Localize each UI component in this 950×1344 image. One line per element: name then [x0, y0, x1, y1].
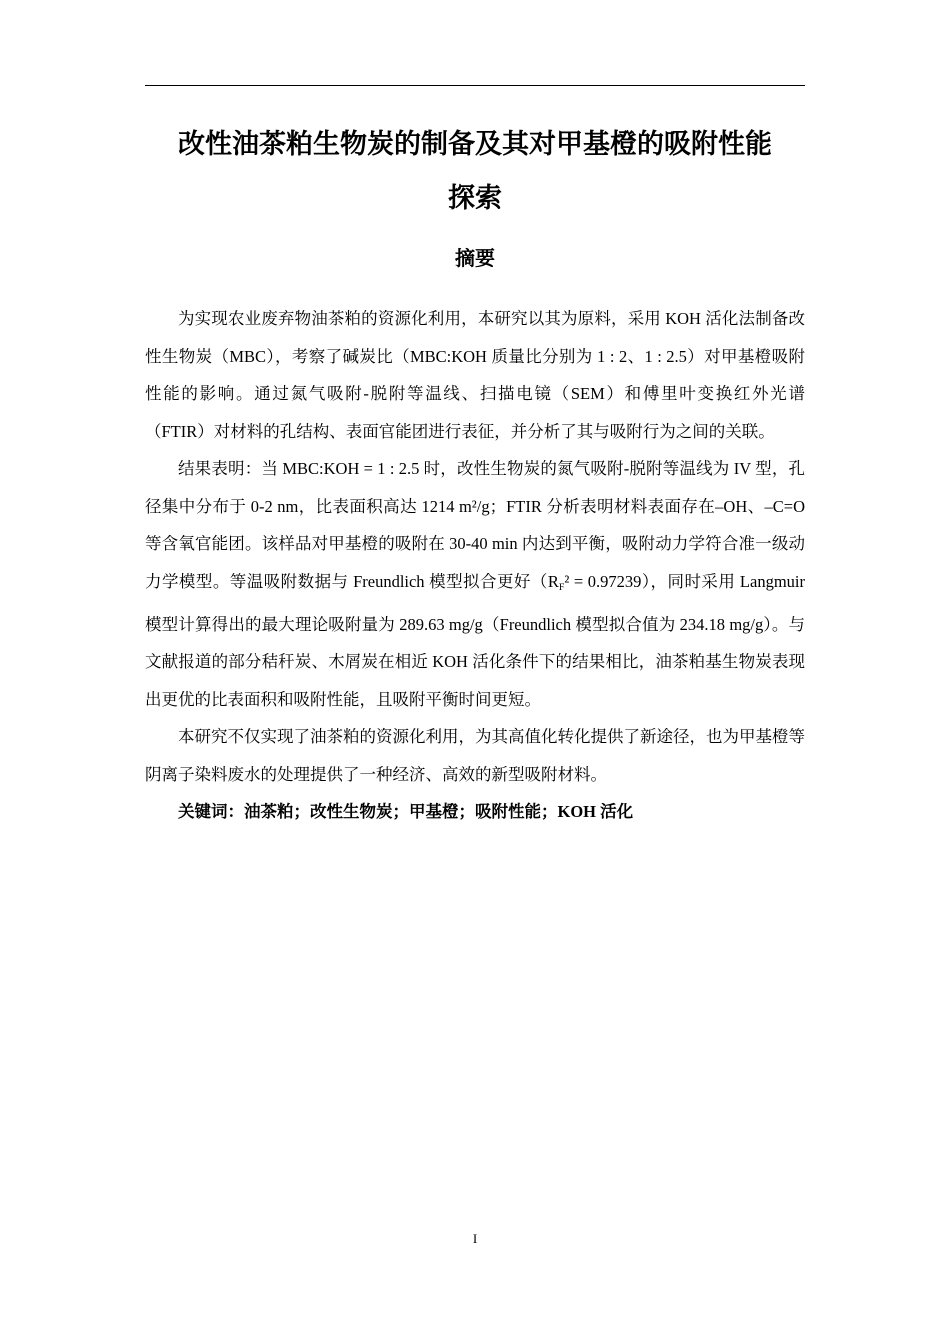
page-number: I — [472, 1231, 478, 1246]
keywords: 关键词：油茶粕；改性生物炭；甲基橙；吸附性能；KOH 活化 — [178, 802, 634, 822]
abstract-paragraph-3: 本研究不仅实现了油茶粕的资源化利用，为其高值化转化提供了新途径，也为甲基橙等阴离子染料废水的处理提供了一种经济、高效的新型吸附材料。 — [145, 727, 805, 784]
title-line-2: 探索 — [448, 183, 502, 214]
header-rule — [145, 85, 805, 86]
abstract-paragraph-2 — [145, 450, 805, 718]
paper-title — [120, 118, 830, 226]
abstract-heading: 摘要 — [455, 246, 495, 270]
abstract-p2-part-b: ² = 0.97239），同时采用 Langmuir 模型计算得出的最大理论吸附量为 289.63 mg/g（Freundlich 模型拟合值为 234.18 mg/g）。与文献报道的部分秸秆炭、木屑炭在相近 KOH 活化条件下的结果相比，油茶粕基生物炭表现出更优的比表面积和吸附性能，且吸附平衡时间更短。 — [145, 571, 805, 709]
title-line-1: 改性油茶粕生物炭的制备及其对甲基橙的吸附性能 — [178, 129, 772, 160]
r-squared-subscript: F — [558, 581, 565, 593]
abstract-p2-part-a: 结果表明：当 MBC:KOH = 1 : 2.5 时，改性生物炭的氮气吸附-脱附等温线为 IV 型，孔径集中分布于 0-2 nm，比表面积高达 1214 m²/g；FTIR 分析表明材料表面存在–OH、–C=O 等含氧官能团。该样品对甲基橙的吸附在 30-40 min 内达到平衡，吸附动力学符合准一级动力学模型。等温吸附数据与 Freundlich 模型拟合更好（R — [145, 459, 805, 591]
abstract-paragraph-1: 为实现农业废弃物油茶粕的资源化利用，本研究以其为原料，采用 KOH 活化法制备改性生物炭（MBC），考察了碱炭比（MBC:KOH 质量比分别为 1 : 2、1 : 2.5）对甲基橙吸附性能的影响。通过氮气吸附-脱附等温线、扫描电镜（SEM）和傅里叶变换红外光谱（FTIR）对材料的孔结构、表面官能团进行表征，并分析了其与吸附行为之间的关联。 — [145, 309, 805, 441]
abstract-body — [145, 300, 805, 831]
